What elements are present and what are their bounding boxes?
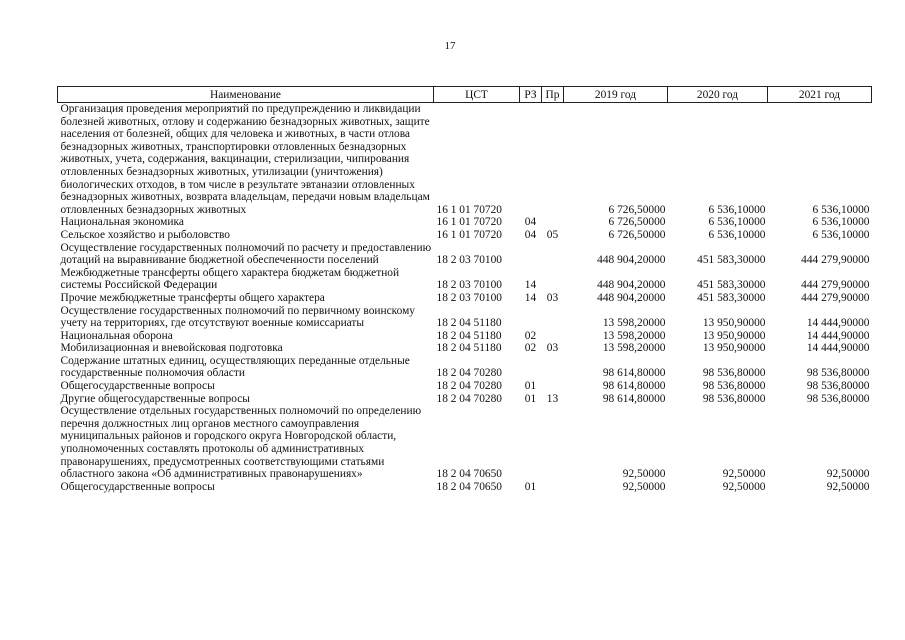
row-name: Общегосударственные вопросы (60, 480, 215, 493)
row-rz: 01 (524, 380, 537, 393)
row-rz: 01 (524, 392, 537, 405)
row-rz: 14 (524, 291, 537, 304)
row-2019: 448 904,20000 (597, 254, 666, 267)
row-2020: 13 950,90000 (702, 317, 766, 330)
row-2020: 13 950,90000 (702, 342, 766, 355)
table-row (58, 330, 872, 343)
row-2019: 13 598,20000 (602, 342, 666, 355)
row-2019: 13 598,20000 (602, 329, 666, 342)
row-2019: 98 614,80000 (602, 380, 666, 393)
row-pr (542, 267, 564, 292)
row-rz: 14 (524, 279, 537, 292)
row-name: Содержание штатных единиц, осуществляющих переданные отдельные государственные полномочия области (60, 354, 410, 380)
row-2021: 444 279,90000 (801, 291, 870, 304)
table-row (58, 342, 872, 355)
row-2019: 6 726,50000 (608, 216, 666, 229)
row-cst: 18 2 04 70280 (436, 367, 502, 380)
row-2021: 6 536,10000 (812, 203, 870, 216)
row-2021: 92,50000 (826, 468, 870, 481)
row-cst: 18 2 04 51180 (436, 329, 502, 342)
row-pr (542, 405, 564, 481)
page-number: 17 (444, 40, 456, 52)
header-cst: ЦСТ (434, 87, 520, 103)
row-cst: 18 2 03 70100 (436, 254, 502, 267)
table-row (58, 267, 872, 292)
row-2020: 6 536,10000 (708, 203, 766, 216)
row-2019: 92,50000 (622, 480, 666, 493)
row-cst: 16 1 01 70720 (436, 228, 502, 241)
row-2019: 6 726,50000 (608, 203, 666, 216)
row-2021: 98 536,80000 (806, 367, 870, 380)
row-name: Национальная оборона (60, 329, 173, 342)
row-cst: 18 2 04 51180 (436, 342, 502, 355)
row-name: Осуществление государственных полномочий по первичному воинскому учету на территориях, где отсутствуют военные комиссариаты (60, 304, 415, 330)
row-2019: 448 904,20000 (597, 291, 666, 304)
row-cst: 18 2 03 70100 (436, 279, 502, 292)
row-name: Осуществление государственных полномочий по расчету и предоставлению дотаций на выравнивание бюджетной обеспеченности поселений (60, 241, 432, 267)
row-2021: 14 444,90000 (806, 342, 870, 355)
row-2020: 92,50000 (722, 468, 766, 481)
row-2020: 451 583,30000 (697, 254, 766, 267)
table-row (58, 216, 872, 229)
row-name: Сельское хозяйство и рыболовство (60, 228, 230, 241)
row-cst: 18 2 04 70650 (436, 480, 502, 493)
row-pr (542, 355, 564, 380)
row-2021: 92,50000 (826, 480, 870, 493)
row-pr (542, 305, 564, 330)
row-pr (542, 481, 564, 494)
row-pr (542, 330, 564, 343)
table-body (58, 103, 872, 494)
row-2020: 6 536,10000 (708, 228, 766, 241)
row-name: Национальная экономика (60, 216, 184, 229)
row-cst: 18 2 04 51180 (436, 317, 502, 330)
row-rz: 01 (524, 480, 537, 493)
row-pr (542, 380, 564, 393)
table-row (58, 405, 872, 481)
row-rz: 02 (524, 329, 537, 342)
row-name: Общегосударственные вопросы (60, 380, 215, 393)
row-2019: 98 614,80000 (602, 367, 666, 380)
row-pr (542, 216, 564, 229)
row-cst: 18 2 04 70280 (436, 380, 502, 393)
row-2021: 14 444,90000 (806, 329, 870, 342)
budget-table (57, 86, 872, 493)
header-2021: 2021 год (768, 87, 872, 103)
row-2019: 13 598,20000 (602, 317, 666, 330)
header-name: Наименование (58, 87, 434, 103)
table-header-row (58, 87, 872, 103)
row-2019: 6 726,50000 (608, 228, 666, 241)
row-name: Осуществление отдельных государственных полномочий по определению перечня должностных лиц органов местного самоуправления муниципальных районов и городского округа Новгородской области, уполномоченных составлять протоколы об административных правонарушениях, предусмотренных соответствующими статьями областного закона «Об административных правонарушениях» (60, 405, 422, 481)
row-name: Прочие межбюджетные трансферты общего характера (60, 291, 325, 304)
row-2020: 451 583,30000 (697, 279, 766, 292)
row-2021: 14 444,90000 (806, 317, 870, 330)
row-2020: 98 536,80000 (702, 367, 766, 380)
row-rz (520, 355, 542, 380)
row-cst: 16 1 01 70720 (436, 216, 502, 229)
row-2019: 448 904,20000 (597, 279, 666, 292)
table-row (58, 380, 872, 393)
row-2019: 92,50000 (622, 468, 666, 481)
row-2020: 92,50000 (722, 480, 766, 493)
row-2020: 13 950,90000 (702, 329, 766, 342)
table-row (58, 242, 872, 267)
row-rz: 04 (524, 216, 537, 229)
table-row (58, 393, 872, 406)
table-row (58, 292, 872, 305)
row-cst: 18 2 04 70280 (436, 392, 502, 405)
table-row (58, 355, 872, 380)
row-pr: 03 (546, 342, 559, 355)
table-row (58, 305, 872, 330)
header-2019: 2019 год (564, 87, 668, 103)
row-2021: 98 536,80000 (806, 380, 870, 393)
row-pr: 05 (546, 228, 559, 241)
row-name: Межбюджетные трансферты общего характера бюджетам бюджетной системы Российской Федерации (60, 266, 400, 292)
row-rz: 02 (524, 342, 537, 355)
header-pr: Пр (542, 87, 564, 103)
row-pr (542, 242, 564, 267)
row-cst: 18 2 04 70650 (436, 468, 502, 481)
header-2020: 2020 год (668, 87, 768, 103)
row-rz (520, 103, 542, 217)
row-name: Организация проведения мероприятий по предупреждению и ликвидации болезней животных, отлову и содержанию безнадзорных животных, защите населения от болезней, общих для человека и животных, в части отлова безнадзорных животных, транспортировки отловленных безнадзорных животных, учета, содержания, вакцинации, стерилизации, чипирования отловленных безнадзорных животных, утилизации (уничтожения) биологических отходов, в том числе в результате эвтаназии отловленных безнадзорных животных, возврата владельцам, передачи новым владельцам отловленных безнадзорных животных (60, 103, 430, 216)
row-2020: 98 536,80000 (702, 380, 766, 393)
table-row (58, 103, 872, 217)
row-2021: 6 536,10000 (812, 228, 870, 241)
row-2021: 98 536,80000 (806, 392, 870, 405)
row-cst: 16 1 01 70720 (436, 203, 502, 216)
row-cst: 18 2 03 70100 (436, 291, 502, 304)
header-rz: РЗ (520, 87, 542, 103)
row-pr (542, 103, 564, 217)
row-pr: 03 (546, 291, 559, 304)
table-row (58, 481, 872, 494)
row-2021: 444 279,90000 (801, 254, 870, 267)
row-rz (520, 305, 542, 330)
row-rz (520, 405, 542, 481)
row-2021: 6 536,10000 (812, 216, 870, 229)
row-rz (520, 242, 542, 267)
row-2020: 451 583,30000 (697, 291, 766, 304)
row-2020: 98 536,80000 (702, 392, 766, 405)
row-pr: 13 (546, 392, 559, 405)
row-2021: 444 279,90000 (801, 279, 870, 292)
table-row (58, 229, 872, 242)
row-2020: 6 536,10000 (708, 216, 766, 229)
row-name: Мобилизационная и вневойсковая подготовка (60, 342, 283, 355)
row-rz: 04 (524, 228, 537, 241)
row-2019: 98 614,80000 (602, 392, 666, 405)
row-name: Другие общегосударственные вопросы (60, 392, 250, 405)
